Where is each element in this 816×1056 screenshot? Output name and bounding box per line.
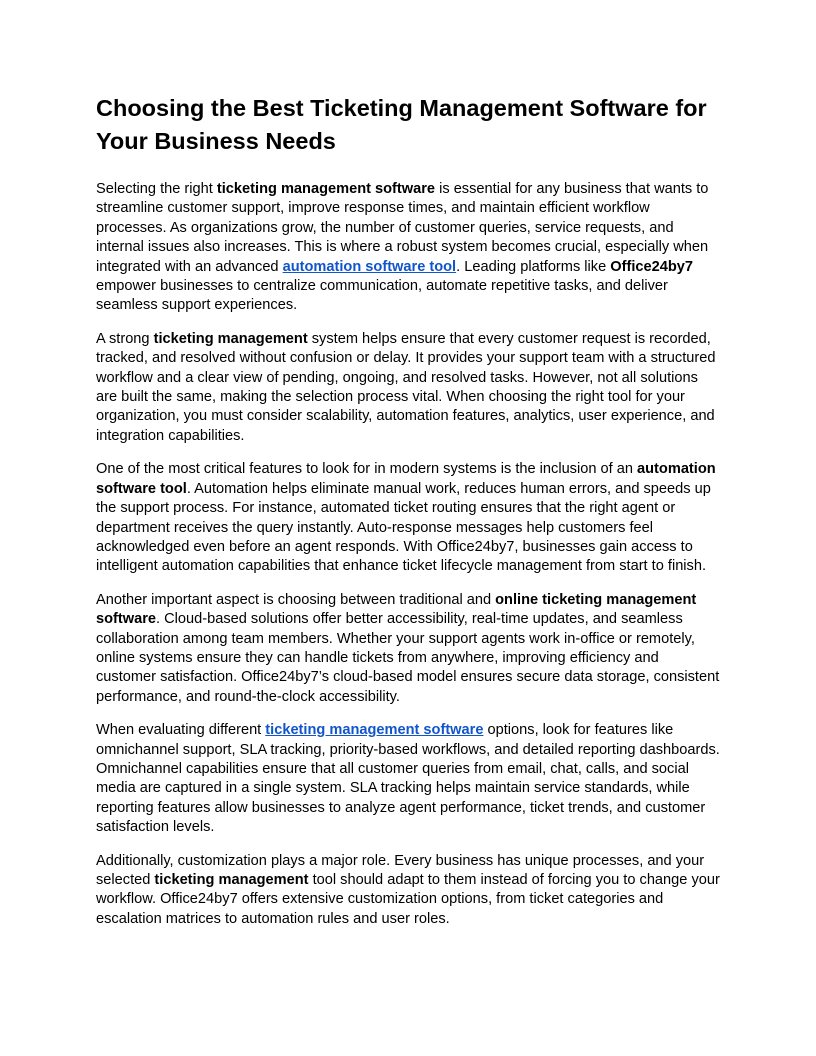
text-run: system helps ensure that every customer request is recorded, tracked, and resolved without confusion or delay. It provides your support team with a structured workflow and a clear view of pending, ongoing, and resolved tasks. However, not all solutions are built the same, making the selection process vital. When choosing the right tool for your organization, you must consider scalability, automation features, analytics, user experience, and integration capabilities. (96, 330, 716, 444)
text-run: Another important aspect is choosing between traditional and (96, 591, 496, 608)
bold-keyword: ticketing management (153, 330, 308, 347)
paragraph-3 (96, 460, 722, 576)
text-run: . Cloud-based solutions offer better accessibility, real-time updates, and seamless collaboration among team members. Whether your support agents work in-office or remotely, online systems ensure they can handle tickets from anywhere, improving efficiency and customer satisfaction. Office24by7’s cloud-based model ensures secure data storage, consistent performance, and round-the-clock accessibility. (96, 611, 720, 705)
hyperlink[interactable]: ticketing management software (265, 722, 484, 739)
paragraph-6 (96, 852, 722, 930)
text-run: One of the most critical features to look for in modern systems is the inclusion of an (96, 461, 638, 478)
document-title: Choosing the Best Ticketing Management Software for Your Business Needs (96, 95, 707, 154)
bold-keyword: automation software tool (96, 461, 716, 497)
text-run: is essential for any business that wants to streamline customer support, improve response times, and maintain efficient workflow processes. As organizations grow, the number of customer queries, service requests, and internal issues also increases. This is where a robust system becomes crucial, especially when integrated with an advanced (96, 181, 709, 275)
text-run: . Leading platforms like (456, 258, 611, 275)
document-body (96, 180, 722, 929)
paragraph-5 (96, 721, 722, 837)
text-run: . Automation helps eliminate manual work, reduces human errors, and speeds up the support process. For instance, automated ticket routing ensures that the right agent or department receives the query instantly. Auto-response messages help customers feel acknowledged even before an agent responds. With Office24by7, businesses gain access to intelligent automation capabilities that enhance ticket lifecycle management from start to finish. (96, 480, 711, 575)
bold-keyword: ticketing management (154, 872, 309, 888)
paragraph-4 (96, 591, 722, 707)
text-run: empower businesses to centralize communication, automate repetitive tasks, and deliver seamless support experiences. (96, 278, 668, 314)
hyperlink[interactable]: automation software tool (282, 258, 457, 275)
text-run: When evaluating different (96, 722, 266, 739)
bold-keyword: ticketing management software (216, 181, 436, 197)
text-run: A strong (96, 330, 154, 347)
text-run: tool should adapt to them instead of forcing you to change your workflow. Office24by7 offers extensive customization options, from ticket categories and escalation matrices to automation rules and user roles. (96, 872, 720, 927)
document-page (96, 92, 722, 943)
paragraph-2 (96, 330, 722, 446)
text-run: Selecting the right (96, 181, 217, 197)
paragraph-1 (96, 180, 722, 316)
bold-keyword: online ticketing management software (96, 591, 697, 628)
bold-keyword: Office24by7 (610, 258, 694, 275)
text-run: options, look for features like omnichannel support, SLA tracking, priority-based workflows, and detailed reporting dashboards. Omnichannel capabilities ensure that all customer queries from email, chat, calls, and social media are captured in a single system. SLA tracking helps maintain service standards, while reporting features allow businesses to analyze agent performance, ticket trends, and customer satisfaction levels. (96, 722, 720, 836)
text-run: Additionally, customization plays a major role. Every business has unique processes, and your selected (96, 852, 705, 888)
